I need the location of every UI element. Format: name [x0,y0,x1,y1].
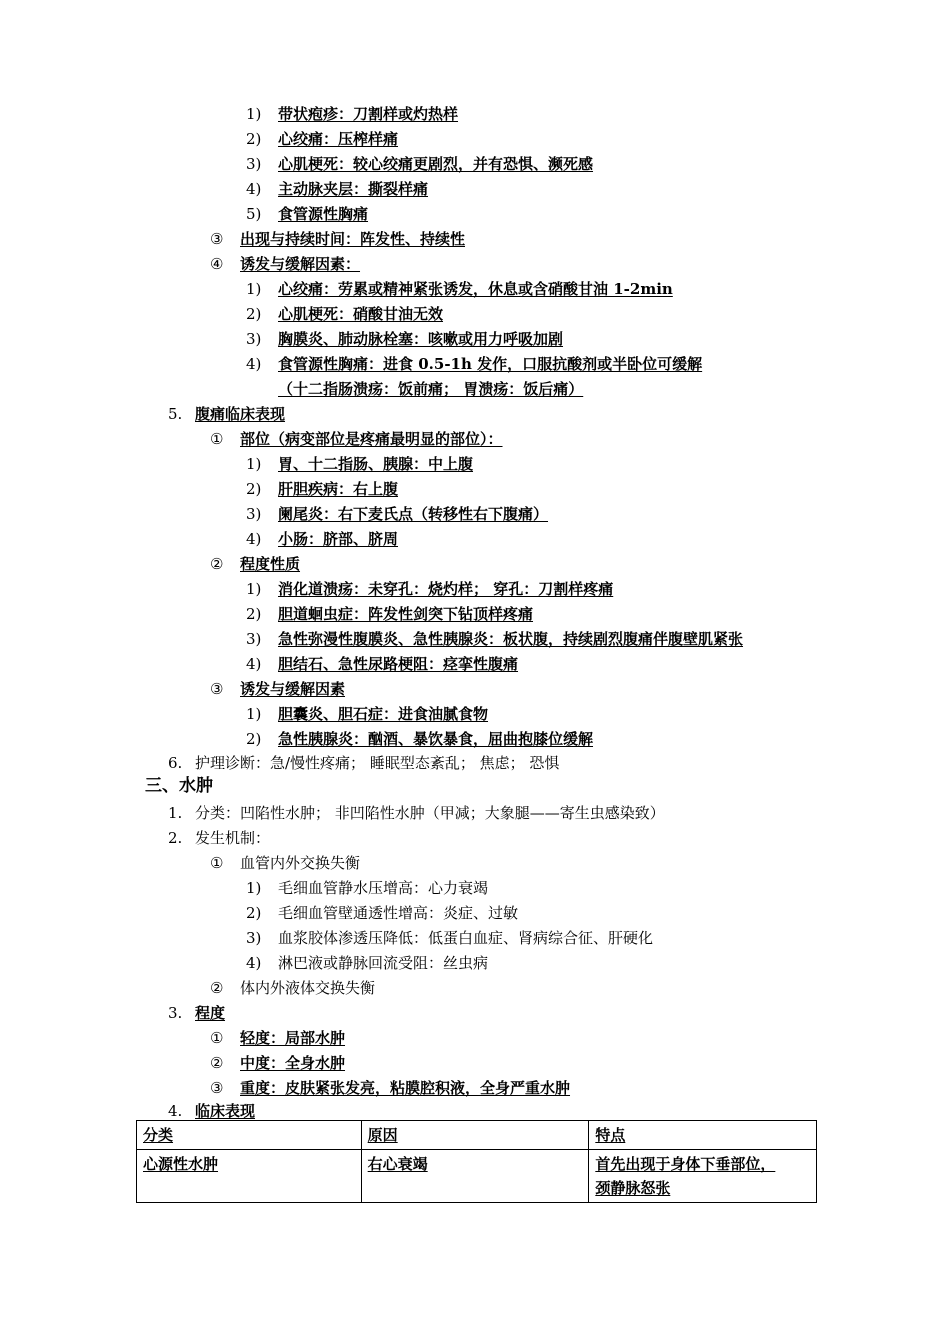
table-header-cell: 分类 [137,1121,362,1150]
list-marker: 4) [246,355,262,373]
list-marker: 4) [246,954,262,972]
table-cell: 右心衰竭 [361,1150,589,1203]
table-cell: 首先出现于身体下垂部位， 颈静脉怒张 [589,1150,817,1203]
table-header-row [137,1121,817,1150]
section-heading: 三、水肿 [145,776,213,796]
table-row [137,1150,817,1203]
list-item: 毛细血管壁通透性增高：炎症、过敏 [278,904,519,922]
list-marker: 3) [246,929,262,947]
list-marker: 2. [168,829,183,847]
list-marker: 4. [168,1102,183,1120]
list-item: 程度 [195,1004,226,1022]
list-item: 胆道蛔虫症：阵发性剑突下钻顶样疼痛 [278,605,534,623]
table-header-cell: 原因 [361,1121,589,1150]
list-marker: ① [210,854,224,872]
list-item: 诱发与缓解因素： [240,255,361,273]
list-marker: 2) [246,305,262,323]
list-item: 肝胆疾病：右上腹 [278,480,399,498]
list-marker: ② [210,555,224,573]
list-item: 体内外液体交换失衡 [240,979,376,997]
list-item: 主动脉夹层：撕裂样痛 [278,180,429,198]
list-marker: ① [210,430,224,448]
list-marker: 6. [168,754,183,772]
list-marker: 5) [246,205,262,223]
list-marker: 3) [246,630,262,648]
list-item: 胸膜炎、肺动脉栓塞：咳嗽或用力呼吸加剧 [278,330,564,348]
list-item: 小肠：脐部、脐周 [278,530,399,548]
list-marker: 2) [246,480,262,498]
list-marker: 3) [246,330,262,348]
list-item: 出现与持续时间：阵发性、持续性 [240,230,466,248]
list-item: 护理诊断：急/慢性疼痛； 睡眠型态紊乱； 焦虑； 恐惧 [195,754,560,772]
list-marker: ③ [210,1079,224,1097]
list-item: 发生机制： [195,829,271,847]
list-item: 胃、十二指肠、胰腺：中上腹 [278,455,474,473]
list-item: 中度：全身水肿 [240,1054,346,1072]
list-item: 腹痛临床表现 [195,405,286,423]
list-marker: 4) [246,180,262,198]
list-marker: 5. [168,405,183,423]
list-marker: 2) [246,130,262,148]
list-marker: 3) [246,505,262,523]
list-item: 胆囊炎、胆石症：进食油腻食物 [278,705,489,723]
list-marker: ④ [210,255,224,273]
list-item: 带状疱疹：刀割样或灼热样 [278,105,459,123]
list-item: 临床表现 [195,1102,256,1120]
list-marker: 3) [246,155,262,173]
list-item: 血浆胶体渗透压降低：低蛋白血症、肾病综合征、肝硬化 [278,929,654,947]
list-marker: 1) [246,879,262,897]
list-marker: 1) [246,105,262,123]
list-marker: 2) [246,904,262,922]
list-marker: ② [210,1054,224,1072]
list-marker: 1) [246,455,262,473]
list-marker: 1. [168,804,183,822]
list-item: 消化道溃疡：未穿孔：烧灼样； 穿孔：刀割样疼痛 [278,580,614,598]
list-item: 轻度：局部水肿 [240,1029,346,1047]
list-marker: ① [210,1029,224,1047]
list-item: 急性弥漫性腹膜炎、急性胰腺炎：板状腹，持续剧烈腹痛伴腹壁肌紧张 [278,630,744,648]
list-marker: 3. [168,1004,183,1022]
list-item: 心绞痛：压榨样痛 [278,130,399,148]
list-marker: 4) [246,530,262,548]
list-item: 血管内外交换失衡 [240,854,361,872]
list-marker: 1) [246,280,262,298]
list-item: 胆结石、急性尿路梗阻：痉挛性腹痛 [278,655,519,673]
list-marker: 1) [246,580,262,598]
list-marker: ③ [210,230,224,248]
list-item: 淋巴液或静脉回流受阻：丝虫病 [278,954,489,972]
list-item: 食管源性胸痛：进食 0.5-1h 发作，口服抗酸剂或半卧位可缓解 [278,355,703,373]
list-item: （十二指肠溃疡：饭前痛； 胃溃疡：饭后痛） [278,380,584,398]
list-item: 食管源性胸痛 [278,205,369,223]
list-marker: ③ [210,680,224,698]
list-item: 阑尾炎：右下麦氏点（转移性右下腹痛） [278,505,549,523]
list-item: 急性胰腺炎：酗酒、暴饮暴食，屈曲抱膝位缓解 [278,730,594,748]
list-item: 心肌梗死：硝酸甘油无效 [278,305,444,323]
list-marker: 2) [246,605,262,623]
list-item: 毛细血管静水压增高：心力衰竭 [278,879,489,897]
list-marker: ② [210,979,224,997]
list-item: 分类：凹陷性水肿； 非凹陷性水肿（甲减；大象腿——寄生虫感染致） [195,804,665,822]
list-item: 诱发与缓解因素 [240,680,346,698]
list-item: 程度性质 [240,555,301,573]
list-item: 心肌梗死：较心绞痛更剧烈，并有恐惧、濒死感 [278,155,594,173]
table-cell: 心源性水肿 [137,1150,362,1203]
list-item: 重度：皮肤紧张发亮，粘膜腔积液，全身严重水肿 [240,1079,571,1097]
list-item: 部位（病变部位是疼痛最明显的部位）： [240,430,503,448]
table-header-cell: 特点 [589,1121,817,1150]
list-item: 心绞痛：劳累或精神紧张诱发，休息或含硝酸甘油 1-2min [278,280,673,298]
edema-table [136,1120,817,1203]
list-marker: 2) [246,730,262,748]
list-marker: 4) [246,655,262,673]
list-marker: 1) [246,705,262,723]
